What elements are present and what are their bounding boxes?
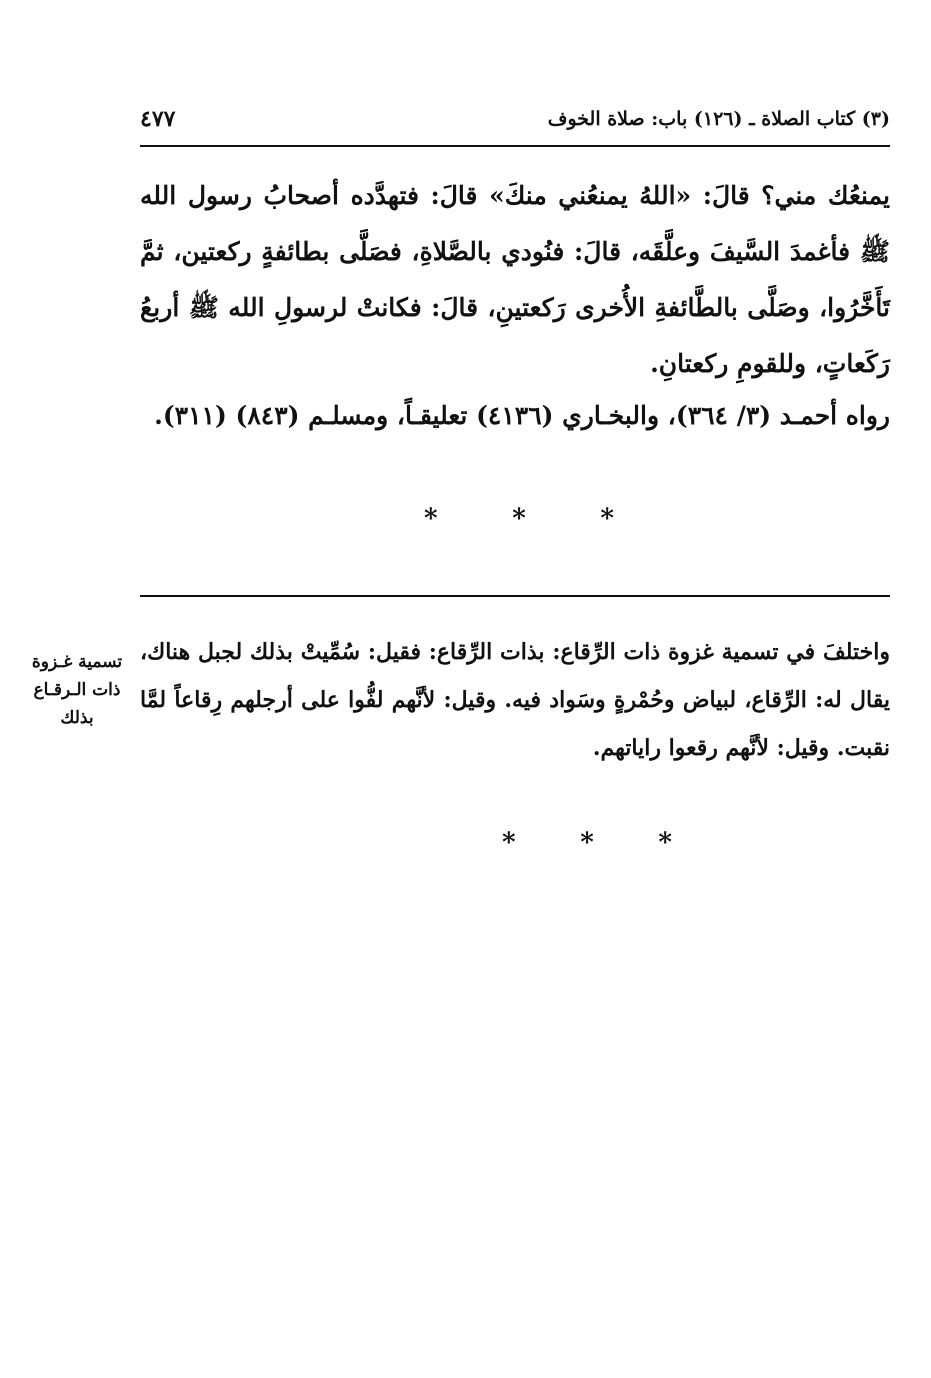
separator-star: * <box>600 504 614 534</box>
end-separator <box>502 830 672 856</box>
header-rule <box>140 145 890 147</box>
hadith-citation: رواه أحمـد (٣/ ٣٦٤)، والبخـاري (٤١٣٦) تعليقـاً، ومسلـم (٨٤٣) (٣١١). <box>154 401 890 430</box>
separator-star: * <box>580 828 594 858</box>
separator-star: * <box>424 504 438 534</box>
separator-star: * <box>658 828 672 858</box>
header-title: (٣) كتاب الصلاة ـ (١٢٦) باب: صلاة الخوف <box>547 108 890 130</box>
hadith-text: يمنعُك مني؟ قالَ: «اللهُ يمنعُني منكَ» قالَ: فتهدَّده أصحابُ رسول الله ﷺ فأغمدَ السَّيفَ وعلَّقَه، قالَ: فنُودي بالصَّلاةِ، فصَلَّى بطائفةٍ ركعتين، ثمَّ تَأَخَّرُوا، وصَلَّى بالطَّائفةِ الأُخرى رَكعتينِ، قالَ: فكانتْ لرسولِ الله ﷺ أربعُ رَكَعاتٍ، وللقومِ ركعتانِ. <box>140 181 890 378</box>
margin-note: تسمية غـزوة ذات الـرقـاع بذلك <box>31 652 123 728</box>
running-header <box>140 108 890 138</box>
section-separator <box>424 506 614 532</box>
separator-star: * <box>512 504 526 534</box>
page-number: ٤٧٧ <box>140 106 176 132</box>
footnote-rule <box>140 595 890 597</box>
separator-star: * <box>502 828 516 858</box>
commentary-text: واختلفَ في تسمية غزوة ذات الرِّقاع: بذات الرِّقاع: فقيل: سُمِّيتْ بذلك لجبل هناك، يقال له: الرِّقاع، لبياض وحُمْرةٍ وسَواد فيه. وقيل: لأنَّهم لفُّوا على أرجلهم رِقاعاً لمَّا نقبت. وقيل: لأنَّهم رقعوا راياتهم. <box>140 639 890 761</box>
